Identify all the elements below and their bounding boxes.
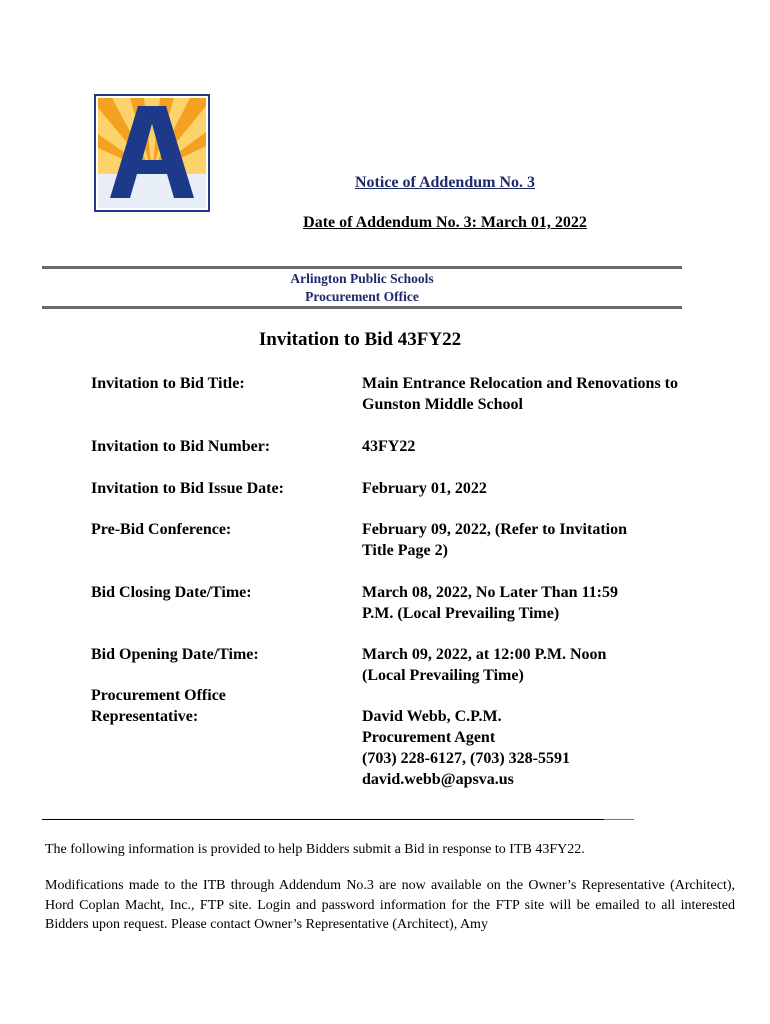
prebid-value-line2: Title Page 2) <box>362 542 448 559</box>
opening-value-line2: (Local Prevailing Time) <box>362 667 524 684</box>
closing-value-line1: March 08, 2022, No Later Than 11:59 <box>362 584 619 601</box>
closing-value-line2: P.M. (Local Prevailing Time) <box>362 605 560 622</box>
rep-label-line1: Procurement Office <box>91 687 226 704</box>
opening-value-line1: March 09, 2022, at 12:00 P.M. Noon <box>362 646 607 663</box>
rep-name: David Webb, C.P.M. <box>362 708 502 725</box>
itb-number-value: 43FY22 <box>362 438 416 455</box>
opening-label: Bid Opening Date/Time: <box>91 646 259 663</box>
issue-date-label: Invitation to Bid Issue Date: <box>91 480 284 497</box>
body-paragraph-1: The following information is provided to help Bidders submit a Bid in response to ITB 43FY22. <box>45 842 585 857</box>
itb-title-label: Invitation to Bid Title: <box>91 375 245 392</box>
itb-title-value-line1: Main Entrance Relocation and Renovations to <box>362 375 678 392</box>
rep-label-line2: Representative: <box>91 708 199 725</box>
rep-email[interactable]: david.webb@apsva.us <box>362 771 514 788</box>
prebid-value-line1: February 09, 2022, (Refer to Invitation <box>362 521 627 538</box>
issue-date-value: February 01, 2022 <box>362 480 487 497</box>
rep-title: Procurement Agent <box>362 729 496 746</box>
apsva-logo-icon <box>94 94 210 212</box>
office-name: Procurement Office <box>305 289 419 304</box>
body-paragraph-2: Modifications made to the ITB through Addendum No.3 are now available on the Owner’s Representative (Architect), Hord Coplan Macht, Inc., FTP site. Login and password information for the FTP site will be emailed to all interested Bidders upon request. Please contact Owner’s Representative (Architect), Amy <box>45 878 735 932</box>
itb-title-value-line2: Gunston Middle School <box>362 396 523 413</box>
itb-number-label: Invitation to Bid Number: <box>91 438 271 455</box>
section-divider <box>42 819 634 820</box>
addendum-date: Date of Addendum No. 3: March 01, 2022 <box>303 214 587 231</box>
prebid-label: Pre-Bid Conference: <box>91 521 232 538</box>
divider-top <box>42 266 682 269</box>
notice-title: Notice of Addendum No. 3 <box>354 174 535 191</box>
rep-phone: (703) 228-6127, (703) 328-5591 <box>362 750 570 767</box>
closing-label: Bid Closing Date/Time: <box>91 584 252 601</box>
organization-name: Arlington Public Schools <box>290 271 434 286</box>
itb-heading: Invitation to Bid 43FY22 <box>258 329 462 350</box>
divider-bottom <box>42 306 682 309</box>
